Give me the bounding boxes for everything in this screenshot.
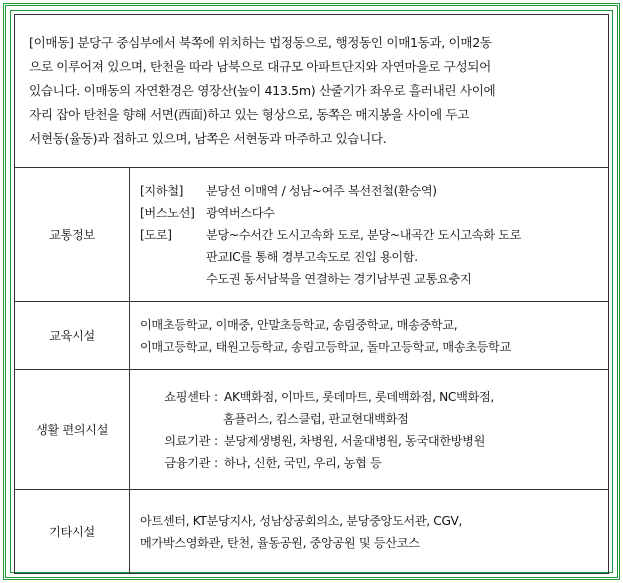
medical-line	[140, 430, 600, 452]
shopping-cont: 홈플러스, 킴스클럽, 판교현대백화점	[223, 411, 409, 426]
intro-row	[15, 15, 609, 168]
intro-line: 있습니다. 이매동의 자연환경은 영장산(높이 413.5m) 산줄기가 좌우로 흘러내린 사이에	[29, 83, 496, 98]
education-line-1: 이매초등학교, 이매중, 안말초등학교, 송림중학교, 매송중학교,	[140, 317, 458, 332]
intro-line: 자리 잡아 탄천을 향해 서면(西面)하고 있는 형상으로, 동쪽은 매지봉을 사이에 두고	[29, 107, 470, 122]
finance-key: 금융기관	[164, 455, 210, 470]
medical-key: 의료기관	[164, 433, 210, 448]
subway-key: [지하철]	[140, 183, 184, 198]
shopping-value: AK백화점, 이마트, 롯데마트, 롯데백화점, NC백화점,	[224, 389, 494, 404]
education-row	[15, 302, 609, 370]
road-line	[140, 224, 600, 246]
finance-sep: :	[214, 455, 218, 470]
transport-content	[130, 168, 609, 302]
other-label: 기타시설	[15, 490, 130, 574]
education-content	[130, 302, 609, 370]
medical-value: 분당제생병원, 차병원, 서울대병원, 동국대한방병원	[224, 433, 486, 448]
subway-value: 분당선 이매역 / 성남~여주 복선전철(환승역)	[206, 183, 437, 198]
bus-value: 광역버스다수	[206, 205, 275, 220]
other-row	[15, 490, 609, 574]
finance-value: 하나, 신한, 국민, 우리, 농협 등	[224, 455, 382, 470]
education-line-2: 이매고등학교, 태원고등학교, 송림고등학교, 돌마고등학교, 매송초등학교	[140, 339, 511, 354]
intro-cell	[15, 15, 609, 168]
amenities-label: 생활 편의시설	[15, 370, 130, 490]
other-line-1: 아트센터, KT분당지사, 성남상공회의소, 분당중앙도서관, CGV,	[140, 513, 463, 528]
info-table	[14, 14, 609, 574]
road-line-2: 판교IC를 통해 경부고속도로 진입 용이함.	[206, 249, 418, 264]
intro-line: [이매동] 분당구 중심부에서 북쪽에 위치하는 법정동으로, 행정동인 이매1동과, 이매2동	[29, 35, 492, 50]
amenities-content	[130, 370, 609, 490]
transport-label: 교통정보	[15, 168, 130, 302]
finance-line	[140, 452, 600, 474]
intro-line: 으로 이루어져 있으며, 탄천을 따라 남북으로 대규모 아파트단지와 자연마을로 구성되어	[29, 59, 491, 74]
other-content	[130, 490, 609, 574]
road-key: [도로]	[140, 227, 172, 242]
subway-line	[140, 180, 600, 202]
intro-line: 서현동(율동)과 접하고 있으며, 남쪽은 서현동과 마주하고 있습니다.	[29, 131, 387, 146]
road-value: 분당~수서간 도시고속화 도로, 분당~내곡간 도시고속화 도로	[206, 227, 522, 242]
bus-key: [버스노선]	[140, 205, 195, 220]
shopping-sep: :	[214, 389, 218, 404]
amenities-row	[15, 370, 609, 490]
education-label: 교육시설	[15, 302, 130, 370]
shopping-key: 쇼핑센타	[164, 389, 210, 404]
bus-line	[140, 202, 600, 224]
transport-row	[15, 168, 609, 302]
other-line-2: 메가박스영화관, 탄천, 율동공원, 중앙공원 및 등산코스	[140, 535, 420, 550]
medical-sep: :	[214, 433, 218, 448]
road-line-3: 수도권 동서남북을 연결하는 경기남부권 교통요충지	[206, 271, 472, 286]
shopping-line	[140, 386, 600, 408]
